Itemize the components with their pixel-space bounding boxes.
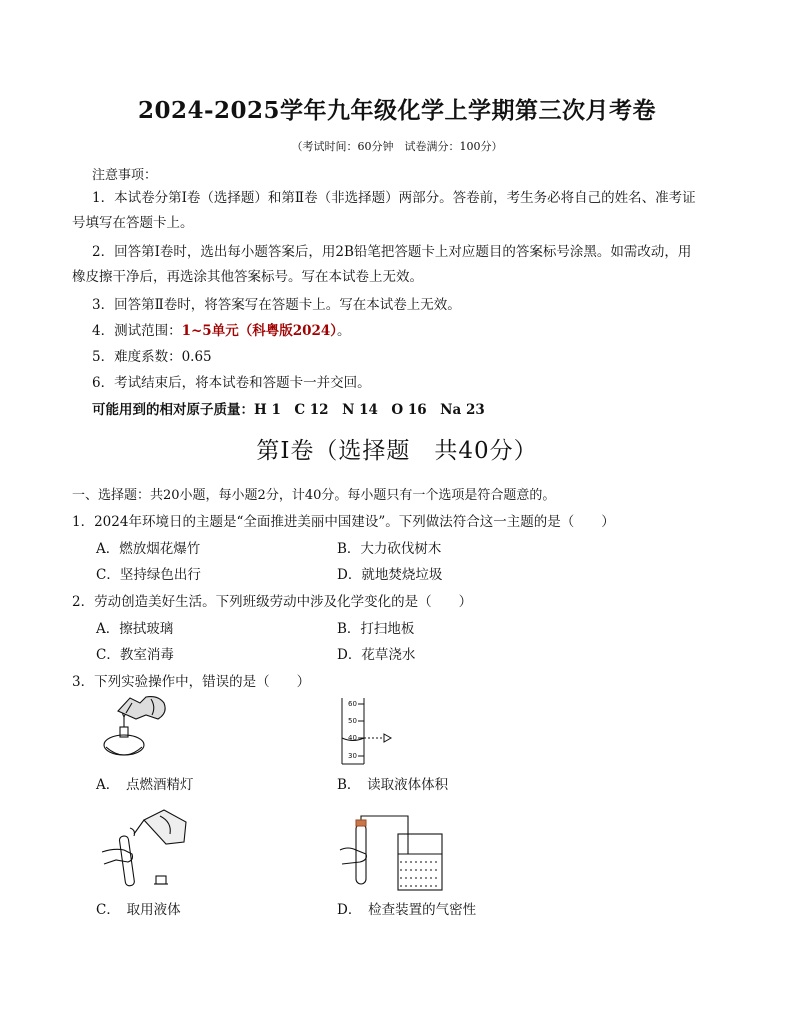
cylinder-tick-30: 30 [348, 752, 357, 760]
section-instructions: 一、选择题：共20小题，每小题2分，计40分。每小题只有一个选项是符合题意的。 [72, 488, 556, 503]
question-3-option-a[interactable]: A． 点燃酒精灯 [96, 777, 194, 793]
exam-subtitle: （考试时间：60分钟 试卷满分：100分） [291, 140, 503, 153]
question-3-option-c[interactable]: C． 取用液体 [96, 902, 181, 918]
question-2-option-c[interactable]: C．教室消毒 [96, 647, 174, 663]
pouring-liquid-icon [100, 808, 196, 894]
question-1-option-a[interactable]: A．燃放烟花爆竹 [96, 541, 201, 557]
question-2-option-d[interactable]: D．花草浇水 [337, 647, 416, 663]
notice-item-1-line-1: 1．本试卷分第Ⅰ卷（选择题）和第Ⅱ卷（非选择题）两部分。答卷前，考生务必将自己的姓名、准考证 [92, 190, 696, 206]
graduated-cylinder-icon [336, 696, 396, 768]
airtightness-check-icon [338, 814, 448, 894]
notice-item-1-line-2: 号填写在答题卡上。 [72, 215, 194, 231]
question-1-option-b[interactable]: B．大力砍伐树木 [337, 541, 442, 557]
notice-item-4-suffix: 。 [337, 323, 351, 339]
notice-item-6: 6．考试结束后，将本试卷和答题卡一并交回。 [92, 375, 371, 391]
notice-heading: 注意事项： [92, 168, 158, 183]
question-1-stem: 1．2024年环境日的主题是“全面推进美丽中国建设”。下列做法符合这一主题的是（ ） [72, 514, 615, 530]
section-title: 第Ⅰ卷（选择题 共40分） [256, 438, 538, 464]
atomic-mass-line: 可能用到的相对原子质量：H 1 C 12 N 14 O 16 Na 23 [92, 402, 485, 418]
test-range-highlight: 1~5单元（科粤版2024） [181, 323, 338, 339]
notice-item-3: 3．回答第Ⅱ卷时，将答案写在答题卡上。写在本试卷上无效。 [92, 297, 461, 313]
notice-item-4-prefix: 4．测试范围： [92, 323, 182, 339]
notice-item-5: 5．难度系数：0.65 [92, 349, 212, 365]
question-2-stem: 2．劳动创造美好生活。下列班级劳动中涉及化学变化的是（ ） [72, 594, 473, 610]
notice-item-2-line-1: 2．回答第Ⅰ卷时，选出每小题答案后，用2B铅笔把答题卡上对应题目的答案标号涂黑。如需改动，用 [92, 244, 692, 260]
notice-item-4 [92, 319, 351, 344]
question-3-option-d[interactable]: D． 检查装置的气密性 [337, 902, 477, 918]
exam-title: 2024-2025学年九年级化学上学期第三次月考卷 [137, 97, 657, 124]
alcohol-lamp-lighting-icon [96, 693, 176, 763]
question-1-option-d[interactable]: D．就地焚烧垃圾 [337, 567, 443, 583]
question-2-option-a[interactable]: A．擦拭玻璃 [96, 621, 174, 637]
question-3-option-b[interactable]: B． 读取液体体积 [337, 777, 449, 793]
cylinder-tick-40: 40 [348, 734, 357, 742]
cylinder-tick-50: 50 [348, 717, 357, 725]
question-1-option-c[interactable]: C．坚持绿色出行 [96, 567, 201, 583]
question-2-option-b[interactable]: B．打扫地板 [337, 621, 415, 637]
cylinder-tick-60: 60 [348, 700, 357, 708]
question-3-stem: 3．下列实验操作中，错误的是（ ） [72, 674, 311, 690]
notice-item-2-line-2: 橡皮擦干净后，再选涂其他答案标号。写在本试卷上无效。 [72, 269, 423, 285]
